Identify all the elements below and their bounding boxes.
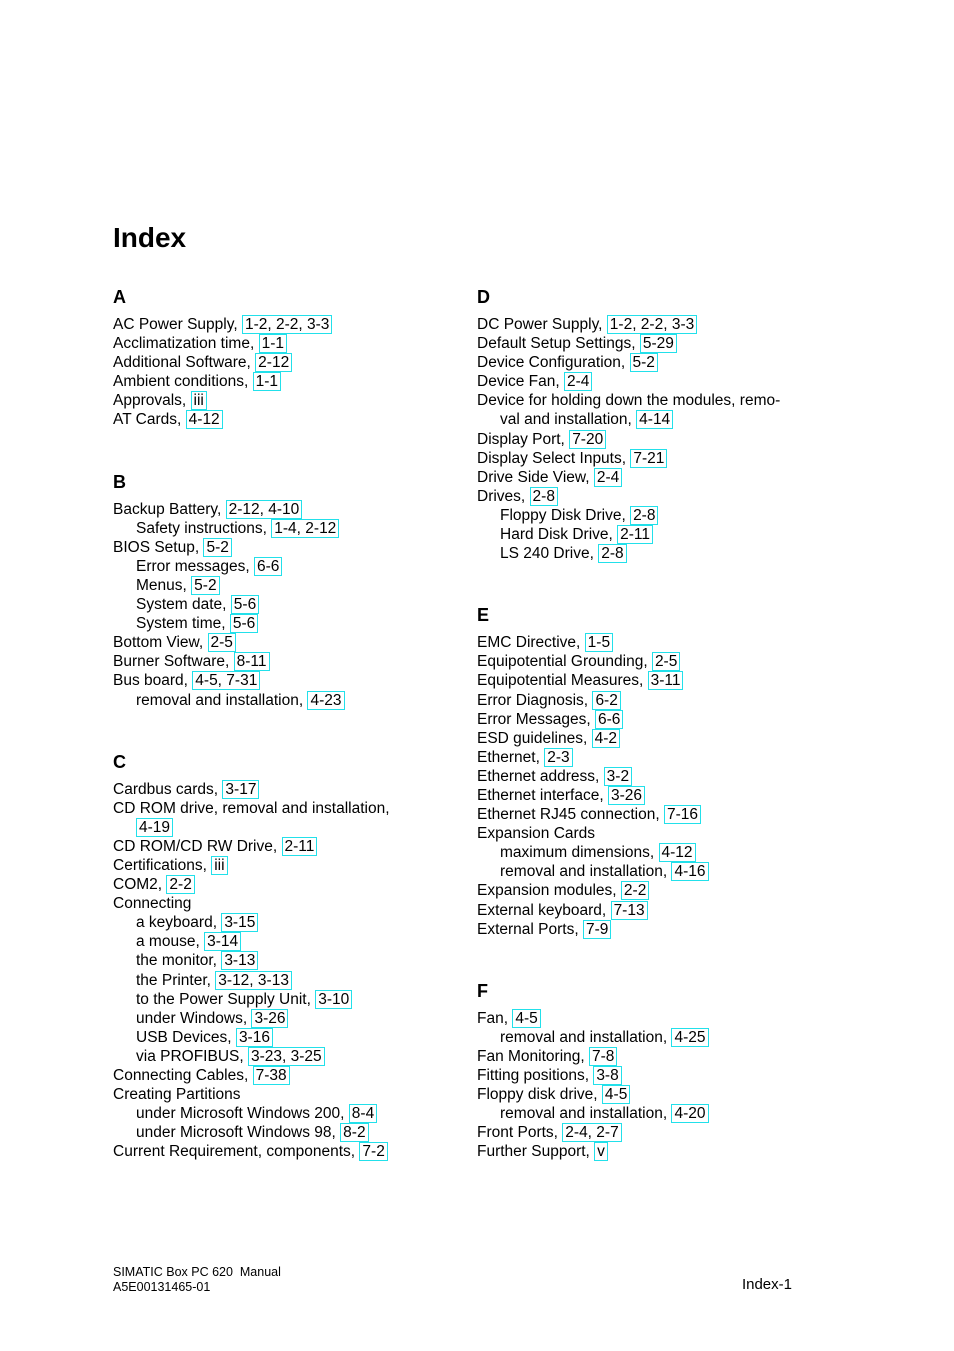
page-reference-link[interactable]: 7-13: [613, 901, 645, 919]
page-reference-link[interactable]: 4-20: [674, 1105, 706, 1123]
page-reference-link[interactable]: 5-2: [194, 576, 217, 594]
page-reference-link[interactable]: 3-26: [254, 1009, 286, 1027]
entry-term: a mouse,: [136, 933, 200, 951]
page-reference-link[interactable]: iii: [214, 856, 225, 874]
page-reference-link[interactable]: 3-2: [606, 767, 630, 785]
page-reference-link[interactable]: 6-6: [257, 557, 280, 575]
index-entry: [113, 913, 533, 932]
page-reference-link[interactable]: 2-3: [547, 748, 570, 766]
entry-term: Equipotential Measures,: [477, 672, 644, 690]
index-entry: [477, 334, 807, 353]
page-reference-link[interactable]: 3-10: [318, 990, 350, 1008]
index-entry: [477, 487, 807, 506]
entry-term: to the Power Supply Unit,: [136, 990, 311, 1008]
page-reference-link[interactable]: 3-14: [207, 933, 239, 951]
page-reference-link[interactable]: 3-12, 3-13: [218, 971, 289, 989]
index-entry: [477, 729, 807, 748]
page-reference-link[interactable]: 4-23: [310, 691, 342, 709]
index-entry: [477, 843, 807, 862]
entry-term: Device Fan,: [477, 373, 560, 391]
entry-term: Ambient conditions,: [113, 373, 249, 391]
index-entry: [477, 767, 807, 786]
entry-term: Display Port,: [477, 430, 565, 448]
index-entry: [477, 525, 807, 544]
index-entry: [113, 410, 533, 429]
entry-term-continuation-text: val and installation,: [500, 411, 632, 429]
entry-term: the Printer,: [136, 971, 211, 989]
entry-term: AT Cards,: [113, 411, 182, 429]
index-entry: [113, 538, 533, 557]
entry-term: External keyboard,: [477, 901, 607, 919]
page-reference-link[interactable]: 2-8: [601, 545, 624, 563]
page-reference-link[interactable]: v: [597, 1143, 605, 1161]
page-reference-link[interactable]: 4-19: [139, 818, 171, 836]
page-reference-link[interactable]: 4-2: [594, 729, 618, 747]
entry-term: under Windows,: [136, 1009, 248, 1027]
page-reference-link[interactable]: 2-2: [169, 876, 192, 894]
page-reference-link[interactable]: 2-5: [654, 653, 678, 671]
page-reference-link[interactable]: 4-12: [188, 411, 220, 429]
page-reference-link[interactable]: 4-5, 7-31: [195, 672, 258, 690]
footer-manual-title: SIMATIC Box PC 620 Manual: [113, 1265, 281, 1279]
index-entry: [477, 748, 807, 767]
entry-term: Certifications,: [113, 856, 207, 874]
page-reference-link[interactable]: 3-11: [650, 672, 681, 690]
index-entry: [113, 391, 533, 410]
page-reference-link[interactable]: 2-4: [596, 468, 620, 486]
page-reference-link[interactable]: 4-12: [661, 844, 693, 862]
entry-term: Floppy Disk Drive,: [500, 506, 626, 524]
entry-term: Device Configuration,: [477, 354, 626, 372]
index-entry: [113, 372, 533, 391]
section-letter: E: [477, 605, 490, 626]
entry-term-continuation: [477, 410, 807, 429]
page-reference-link[interactable]: 3-16: [238, 1028, 270, 1046]
entry-term: AC Power Supply,: [113, 316, 238, 333]
entry-term: Ethernet address,: [477, 767, 600, 785]
entry-term: Acclimatization time,: [113, 335, 255, 353]
page-reference-link[interactable]: 3-13: [224, 952, 256, 970]
entry-term: Fitting positions,: [477, 1067, 589, 1084]
entry-term: Bus board,: [113, 672, 188, 690]
page-reference-link[interactable]: 7-21: [633, 449, 665, 467]
entry-term: Hard Disk Drive,: [500, 526, 613, 544]
index-entry: [113, 837, 533, 856]
index-entry: [477, 468, 807, 487]
index-entry: [113, 971, 533, 990]
index-entry: [113, 671, 533, 690]
page-reference-link[interactable]: 1-4, 2-12: [274, 519, 337, 537]
index-entry: [113, 652, 533, 671]
index-entry: [477, 901, 807, 920]
index-entry: [113, 1142, 533, 1161]
page-reference-link[interactable]: iii: [193, 392, 204, 410]
index-section-a: [113, 285, 533, 430]
index-section-d: [477, 285, 807, 563]
page-reference-link[interactable]: 3-8: [596, 1067, 619, 1084]
page-reference-link[interactable]: 4-14: [639, 411, 671, 429]
index-entry: [113, 951, 533, 970]
entry-term: Additional Software,: [113, 354, 251, 372]
page-reference-link[interactable]: 2-5: [210, 634, 233, 652]
page-reference-link[interactable]: 3-17: [225, 780, 257, 798]
index-entry: [477, 862, 807, 881]
page-reference-link[interactable]: 5-29: [642, 335, 674, 353]
index-section-c: [113, 750, 533, 1162]
entry-term: BIOS Setup,: [113, 538, 200, 556]
index-entry: [113, 1047, 533, 1066]
page-reference-link[interactable]: 2-8: [633, 506, 656, 524]
entry-term: Ethernet interface,: [477, 786, 604, 804]
entry-term: Expansion Cards: [477, 825, 596, 843]
page-reference-link[interactable]: 8-2: [343, 1124, 366, 1142]
index-entry: [477, 544, 807, 563]
page-reference-link[interactable]: 5-2: [632, 354, 655, 372]
page-reference-link[interactable]: 4-16: [674, 863, 706, 881]
entry-term: USB Devices,: [136, 1028, 232, 1046]
entry-term: System date,: [136, 596, 227, 614]
index-column-left: [113, 285, 533, 1201]
page-reference-link[interactable]: 5-2: [206, 538, 229, 556]
index-entry: [113, 894, 533, 913]
entry-term: Ethernet,: [477, 748, 540, 766]
index-entry: [477, 1104, 807, 1123]
section-letter: D: [477, 287, 490, 307]
index-entry: [477, 1009, 807, 1028]
entry-term: Cardbus cards,: [113, 780, 219, 798]
page-reference-link[interactable]: 8-4: [351, 1105, 375, 1123]
page-reference-link[interactable]: 4-5: [515, 1009, 538, 1027]
entry-term: Connecting: [113, 895, 192, 913]
page-reference-link[interactable]: 1-2, 2-2, 3-3: [609, 316, 695, 333]
entry-term: Bottom View,: [113, 634, 204, 652]
page-reference-link[interactable]: 1-1: [261, 335, 284, 353]
index-entry: [113, 691, 533, 710]
entry-term: Display Select Inputs,: [477, 449, 627, 467]
index-entry: [477, 652, 807, 671]
index-entry: [477, 633, 807, 652]
index-entry: [113, 1028, 533, 1047]
entry-term: Ethernet RJ45 connection,: [477, 806, 660, 824]
entry-term: Error Messages,: [477, 710, 591, 728]
entry-term: LS 240 Drive,: [500, 545, 594, 563]
index-entry: [113, 1066, 533, 1085]
entry-term: removal and installation,: [136, 691, 304, 709]
page-reference-link[interactable]: 2-12, 4-10: [228, 500, 300, 518]
index-entry: [477, 1066, 807, 1085]
index-entry: [113, 519, 533, 538]
index-entry: [477, 372, 807, 391]
page-reference-link[interactable]: 7-20: [572, 430, 604, 448]
entry-term: Creating Partitions: [113, 1086, 241, 1104]
index-entry: [113, 780, 533, 799]
index-entry: [113, 1085, 533, 1104]
entry-term: COM2,: [113, 876, 163, 894]
page-reference-link[interactable]: 2-11: [620, 526, 651, 544]
index-section-f: [477, 979, 807, 1162]
entry-term: Front Ports,: [477, 1124, 558, 1142]
section-letter: F: [477, 980, 488, 1001]
page-reference-link[interactable]: 6-2: [595, 691, 618, 709]
index-entry: [113, 595, 533, 614]
entry-term: under Microsoft Windows 98,: [136, 1124, 336, 1142]
page-reference-link[interactable]: 1-1: [255, 373, 278, 391]
entry-term: a keyboard,: [136, 914, 217, 932]
page-reference-link[interactable]: 4-25: [674, 1028, 706, 1046]
index-entry: [113, 614, 533, 633]
entry-term: via PROFIBUS,: [136, 1047, 244, 1065]
index-section-e: [477, 603, 807, 939]
page-reference-link[interactable]: 7-16: [666, 806, 699, 824]
index-entry: [477, 430, 807, 449]
index-entry: [113, 1104, 533, 1123]
entry-term: Fan,: [477, 1009, 509, 1027]
index-entry: [477, 824, 807, 843]
index-section-b: [113, 470, 533, 710]
entry-term: Default Setup Settings,: [477, 335, 636, 353]
entry-term: removal and installation,: [500, 863, 668, 881]
index-entry: [113, 353, 533, 372]
page-reference-link[interactable]: 6-6: [598, 710, 621, 728]
section-letter: B: [113, 471, 126, 492]
entry-term: ESD guidelines,: [477, 729, 588, 747]
entry-term: Floppy disk drive,: [477, 1086, 598, 1104]
index-entry: [477, 920, 807, 939]
page-reference-link[interactable]: 2-4, 2-7: [565, 1124, 619, 1142]
entry-term: Further Support,: [477, 1143, 590, 1161]
index-entry: [477, 1047, 807, 1066]
index-entry: [477, 881, 807, 900]
page-reference-link[interactable]: 5-6: [233, 596, 257, 614]
entry-term: Fan Monitoring,: [477, 1047, 585, 1065]
entry-term: Current Requirement, components,: [113, 1143, 356, 1161]
index-entry: [113, 633, 533, 652]
entry-term: Menus,: [136, 576, 187, 594]
index-entry: [477, 710, 807, 729]
entry-term: DC Power Supply,: [477, 316, 603, 333]
section-letter: A: [113, 287, 126, 307]
page-reference-link[interactable]: 7-2: [362, 1143, 385, 1161]
page-reference-link[interactable]: 1-2, 2-2, 3-3: [244, 316, 330, 333]
index-entry: [477, 1085, 807, 1104]
entry-term: maximum dimensions,: [500, 844, 655, 862]
index-entry: [113, 990, 533, 1009]
index-entry: [113, 932, 533, 951]
page-reference-link[interactable]: 7-9: [585, 920, 609, 938]
footer-order-number: A5E00131465-01: [113, 1279, 211, 1294]
entry-refs-wrapped: [113, 818, 533, 837]
entry-term: Error messages,: [136, 557, 250, 575]
index-entry: [477, 805, 807, 824]
page-reference-link[interactable]: 2-4: [567, 373, 590, 391]
entry-term: External Ports,: [477, 920, 579, 938]
index-entry: [113, 1123, 533, 1142]
index-entry: [477, 449, 807, 468]
page-reference-link[interactable]: 2-12: [258, 354, 290, 372]
index-entry: [477, 691, 807, 710]
entry-term: Burner Software,: [113, 653, 230, 671]
entry-term: CD ROM drive, removal and installation,: [113, 799, 390, 817]
page-reference-link[interactable]: 2-8: [532, 487, 555, 505]
page-reference-link[interactable]: 5-6: [232, 615, 256, 633]
entry-term: Safety instructions,: [136, 519, 267, 537]
entry-term: Expansion modules,: [477, 882, 617, 900]
index-entry: [113, 315, 533, 334]
section-letter: C: [113, 751, 126, 772]
page-reference-link[interactable]: 4-5: [604, 1086, 628, 1104]
index-entry: [477, 786, 807, 805]
index-entry: [113, 799, 533, 837]
index-column-right: [477, 285, 807, 1201]
entry-term: Equipotential Grounding,: [477, 653, 648, 671]
page-reference-link[interactable]: 3-23, 3-25: [250, 1047, 322, 1065]
page-reference-link[interactable]: 2-2: [623, 882, 647, 900]
index-entry: [477, 1123, 807, 1142]
index-entry: [113, 856, 533, 875]
entry-term: EMC Directive,: [477, 634, 581, 652]
index-entry: [477, 391, 807, 429]
footer-document-info: [113, 1265, 281, 1294]
entry-term: Drive Side View,: [477, 468, 590, 486]
entry-term: Approvals,: [113, 392, 187, 410]
entry-term: System time,: [136, 615, 226, 633]
index-entry: [113, 1009, 533, 1028]
page-reference-link[interactable]: 8-11: [236, 653, 267, 671]
entry-term: Device for holding down the modules, remo-: [477, 392, 781, 410]
page-title: Index: [113, 222, 187, 253]
index-entry: [113, 576, 533, 595]
entry-term: removal and installation,: [500, 1105, 668, 1123]
page-reference-link[interactable]: 7-38: [255, 1067, 287, 1084]
entry-term: removal and installation,: [500, 1028, 668, 1046]
index-entry: [113, 875, 533, 894]
entry-term: Error Diagnosis,: [477, 691, 589, 709]
entry-term: the monitor,: [136, 952, 217, 970]
index-entry: [477, 315, 807, 334]
index-entry: [477, 1028, 807, 1047]
index-entry: [113, 500, 533, 519]
entry-term: Backup Battery,: [113, 500, 222, 518]
index-entry: [477, 353, 807, 372]
footer-page-number: Index-1: [741, 1276, 792, 1293]
index-entry: [477, 506, 807, 525]
page-reference-link[interactable]: 2-11: [284, 837, 315, 855]
index-entry: [477, 671, 807, 690]
entry-term: Drives,: [477, 487, 526, 505]
page-reference-link[interactable]: 3-26: [610, 786, 643, 804]
entry-term: under Microsoft Windows 200,: [136, 1105, 345, 1123]
page-reference-link[interactable]: 7-8: [592, 1047, 615, 1065]
page-reference-link[interactable]: 1-5: [587, 634, 611, 652]
page-reference-link[interactable]: 3-15: [224, 914, 256, 932]
entry-term: CD ROM/CD RW Drive,: [113, 837, 278, 855]
index-entry: [477, 1142, 807, 1161]
entry-term: Connecting Cables,: [113, 1067, 249, 1084]
index-entry: [113, 557, 533, 576]
index-entry: [113, 334, 533, 353]
